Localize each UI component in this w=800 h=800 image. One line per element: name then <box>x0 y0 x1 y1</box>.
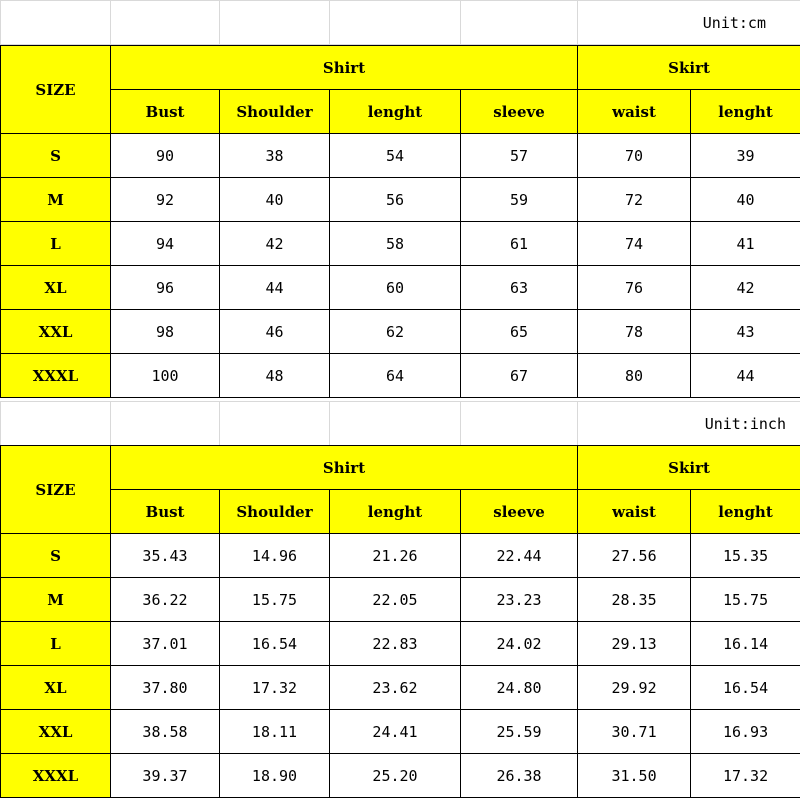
size-table-inch <box>0 445 800 798</box>
shoulder-value: 44 <box>220 266 330 310</box>
inch-unit-row <box>0 401 800 446</box>
shoulder-value: 15.75 <box>220 578 330 622</box>
spacer-cell <box>330 402 461 446</box>
shoulder-value: 18.90 <box>220 754 330 798</box>
size-label: XXL <box>1 310 111 354</box>
size-label: XXXL <box>1 354 111 398</box>
spacer-cell <box>1 402 111 446</box>
size-label: XXXL <box>1 754 111 798</box>
shoulder-value: 40 <box>220 178 330 222</box>
bust-value: 37.01 <box>111 622 220 666</box>
column-header-bust: Bust <box>111 490 220 534</box>
table-row <box>1 710 800 754</box>
skirt-group-header: Skirt <box>578 446 800 490</box>
shirt-length-value: 56 <box>330 178 461 222</box>
bust-value: 92 <box>111 178 220 222</box>
table-row <box>1 622 800 666</box>
skirt-length-value: 42 <box>691 266 800 310</box>
sleeve-value: 61 <box>461 222 578 266</box>
spacer-cell <box>220 402 330 446</box>
size-label: XL <box>1 666 111 710</box>
group-header-row <box>1 46 800 90</box>
waist-value: 74 <box>578 222 691 266</box>
waist-value: 27.56 <box>578 534 691 578</box>
column-header-shirt-length: lenght <box>330 90 461 134</box>
skirt-length-value: 15.75 <box>691 578 800 622</box>
column-header-shirt-length: lenght <box>330 490 461 534</box>
column-header-bust: Bust <box>111 90 220 134</box>
column-header-waist: waist <box>578 490 691 534</box>
spacer-cell <box>111 402 220 446</box>
size-label: M <box>1 178 111 222</box>
column-header-sleeve: sleeve <box>461 90 578 134</box>
size-label: XL <box>1 266 111 310</box>
size-header: SIZE <box>1 446 111 534</box>
bust-value: 37.80 <box>111 666 220 710</box>
shoulder-value: 18.11 <box>220 710 330 754</box>
skirt-length-value: 39 <box>691 134 800 178</box>
waist-value: 80 <box>578 354 691 398</box>
sleeve-value: 25.59 <box>461 710 578 754</box>
table-row <box>1 266 800 310</box>
shirt-length-value: 22.83 <box>330 622 461 666</box>
column-header-sleeve: sleeve <box>461 490 578 534</box>
bust-value: 36.22 <box>111 578 220 622</box>
bust-value: 98 <box>111 310 220 354</box>
shoulder-value: 48 <box>220 354 330 398</box>
shirt-group-header: Shirt <box>111 446 578 490</box>
size-label: L <box>1 622 111 666</box>
group-header-row <box>1 446 800 490</box>
table-row <box>1 666 800 710</box>
shirt-length-value: 24.41 <box>330 710 461 754</box>
table-row <box>1 754 800 798</box>
bust-value: 96 <box>111 266 220 310</box>
skirt-length-value: 43 <box>691 310 800 354</box>
shirt-length-value: 54 <box>330 134 461 178</box>
shirt-length-value: 21.26 <box>330 534 461 578</box>
column-header-shoulder: Shoulder <box>220 490 330 534</box>
waist-value: 31.50 <box>578 754 691 798</box>
waist-value: 78 <box>578 310 691 354</box>
spacer-cell <box>1 1 111 45</box>
sleeve-value: 24.02 <box>461 622 578 666</box>
table-row <box>1 222 800 266</box>
skirt-length-value: 15.35 <box>691 534 800 578</box>
table-row <box>1 534 800 578</box>
column-header-row <box>1 490 800 534</box>
sleeve-value: 57 <box>461 134 578 178</box>
size-label: M <box>1 578 111 622</box>
shirt-length-value: 60 <box>330 266 461 310</box>
shirt-length-value: 58 <box>330 222 461 266</box>
sleeve-value: 63 <box>461 266 578 310</box>
sleeve-value: 59 <box>461 178 578 222</box>
shoulder-value: 46 <box>220 310 330 354</box>
skirt-length-value: 16.54 <box>691 666 800 710</box>
waist-value: 76 <box>578 266 691 310</box>
spacer-cell <box>220 1 330 45</box>
shoulder-value: 16.54 <box>220 622 330 666</box>
sleeve-value: 26.38 <box>461 754 578 798</box>
column-header-waist: waist <box>578 90 691 134</box>
skirt-group-header: Skirt <box>578 46 800 90</box>
spacer-cell <box>111 1 220 45</box>
size-table-cm <box>0 45 800 398</box>
sleeve-value: 23.23 <box>461 578 578 622</box>
table-row <box>1 178 800 222</box>
sleeve-value: 67 <box>461 354 578 398</box>
skirt-length-value: 44 <box>691 354 800 398</box>
shirt-group-header: Shirt <box>111 46 578 90</box>
unit-label-cm: Unit:cm <box>578 1 800 45</box>
sleeve-value: 22.44 <box>461 534 578 578</box>
column-header-row <box>1 90 800 134</box>
shirt-length-value: 64 <box>330 354 461 398</box>
shirt-length-value: 25.20 <box>330 754 461 798</box>
shirt-length-value: 23.62 <box>330 666 461 710</box>
waist-value: 29.92 <box>578 666 691 710</box>
column-header-skirt-length: lenght <box>691 490 800 534</box>
shoulder-value: 38 <box>220 134 330 178</box>
unit-label-inch: Unit:inch <box>578 402 800 446</box>
shoulder-value: 17.32 <box>220 666 330 710</box>
bust-value: 38.58 <box>111 710 220 754</box>
table-row <box>1 354 800 398</box>
cm-unit-row <box>0 0 800 45</box>
waist-value: 28.35 <box>578 578 691 622</box>
size-label: XXL <box>1 710 111 754</box>
column-header-shoulder: Shoulder <box>220 90 330 134</box>
waist-value: 70 <box>578 134 691 178</box>
size-label: L <box>1 222 111 266</box>
spacer-cell <box>330 1 461 45</box>
waist-value: 30.71 <box>578 710 691 754</box>
size-label: S <box>1 134 111 178</box>
sleeve-value: 24.80 <box>461 666 578 710</box>
skirt-length-value: 16.14 <box>691 622 800 666</box>
shirt-length-value: 62 <box>330 310 461 354</box>
skirt-length-value: 40 <box>691 178 800 222</box>
skirt-length-value: 41 <box>691 222 800 266</box>
bust-value: 94 <box>111 222 220 266</box>
skirt-length-value: 17.32 <box>691 754 800 798</box>
sleeve-value: 65 <box>461 310 578 354</box>
spacer-cell <box>461 402 578 446</box>
table-row <box>1 578 800 622</box>
waist-value: 72 <box>578 178 691 222</box>
shoulder-value: 14.96 <box>220 534 330 578</box>
bust-value: 90 <box>111 134 220 178</box>
table-row <box>1 310 800 354</box>
bust-value: 35.43 <box>111 534 220 578</box>
size-header: SIZE <box>1 46 111 134</box>
skirt-length-value: 16.93 <box>691 710 800 754</box>
size-label: S <box>1 534 111 578</box>
shirt-length-value: 22.05 <box>330 578 461 622</box>
bust-value: 100 <box>111 354 220 398</box>
shoulder-value: 42 <box>220 222 330 266</box>
column-header-skirt-length: lenght <box>691 90 800 134</box>
spacer-cell <box>461 1 578 45</box>
waist-value: 29.13 <box>578 622 691 666</box>
table-row <box>1 134 800 178</box>
bust-value: 39.37 <box>111 754 220 798</box>
